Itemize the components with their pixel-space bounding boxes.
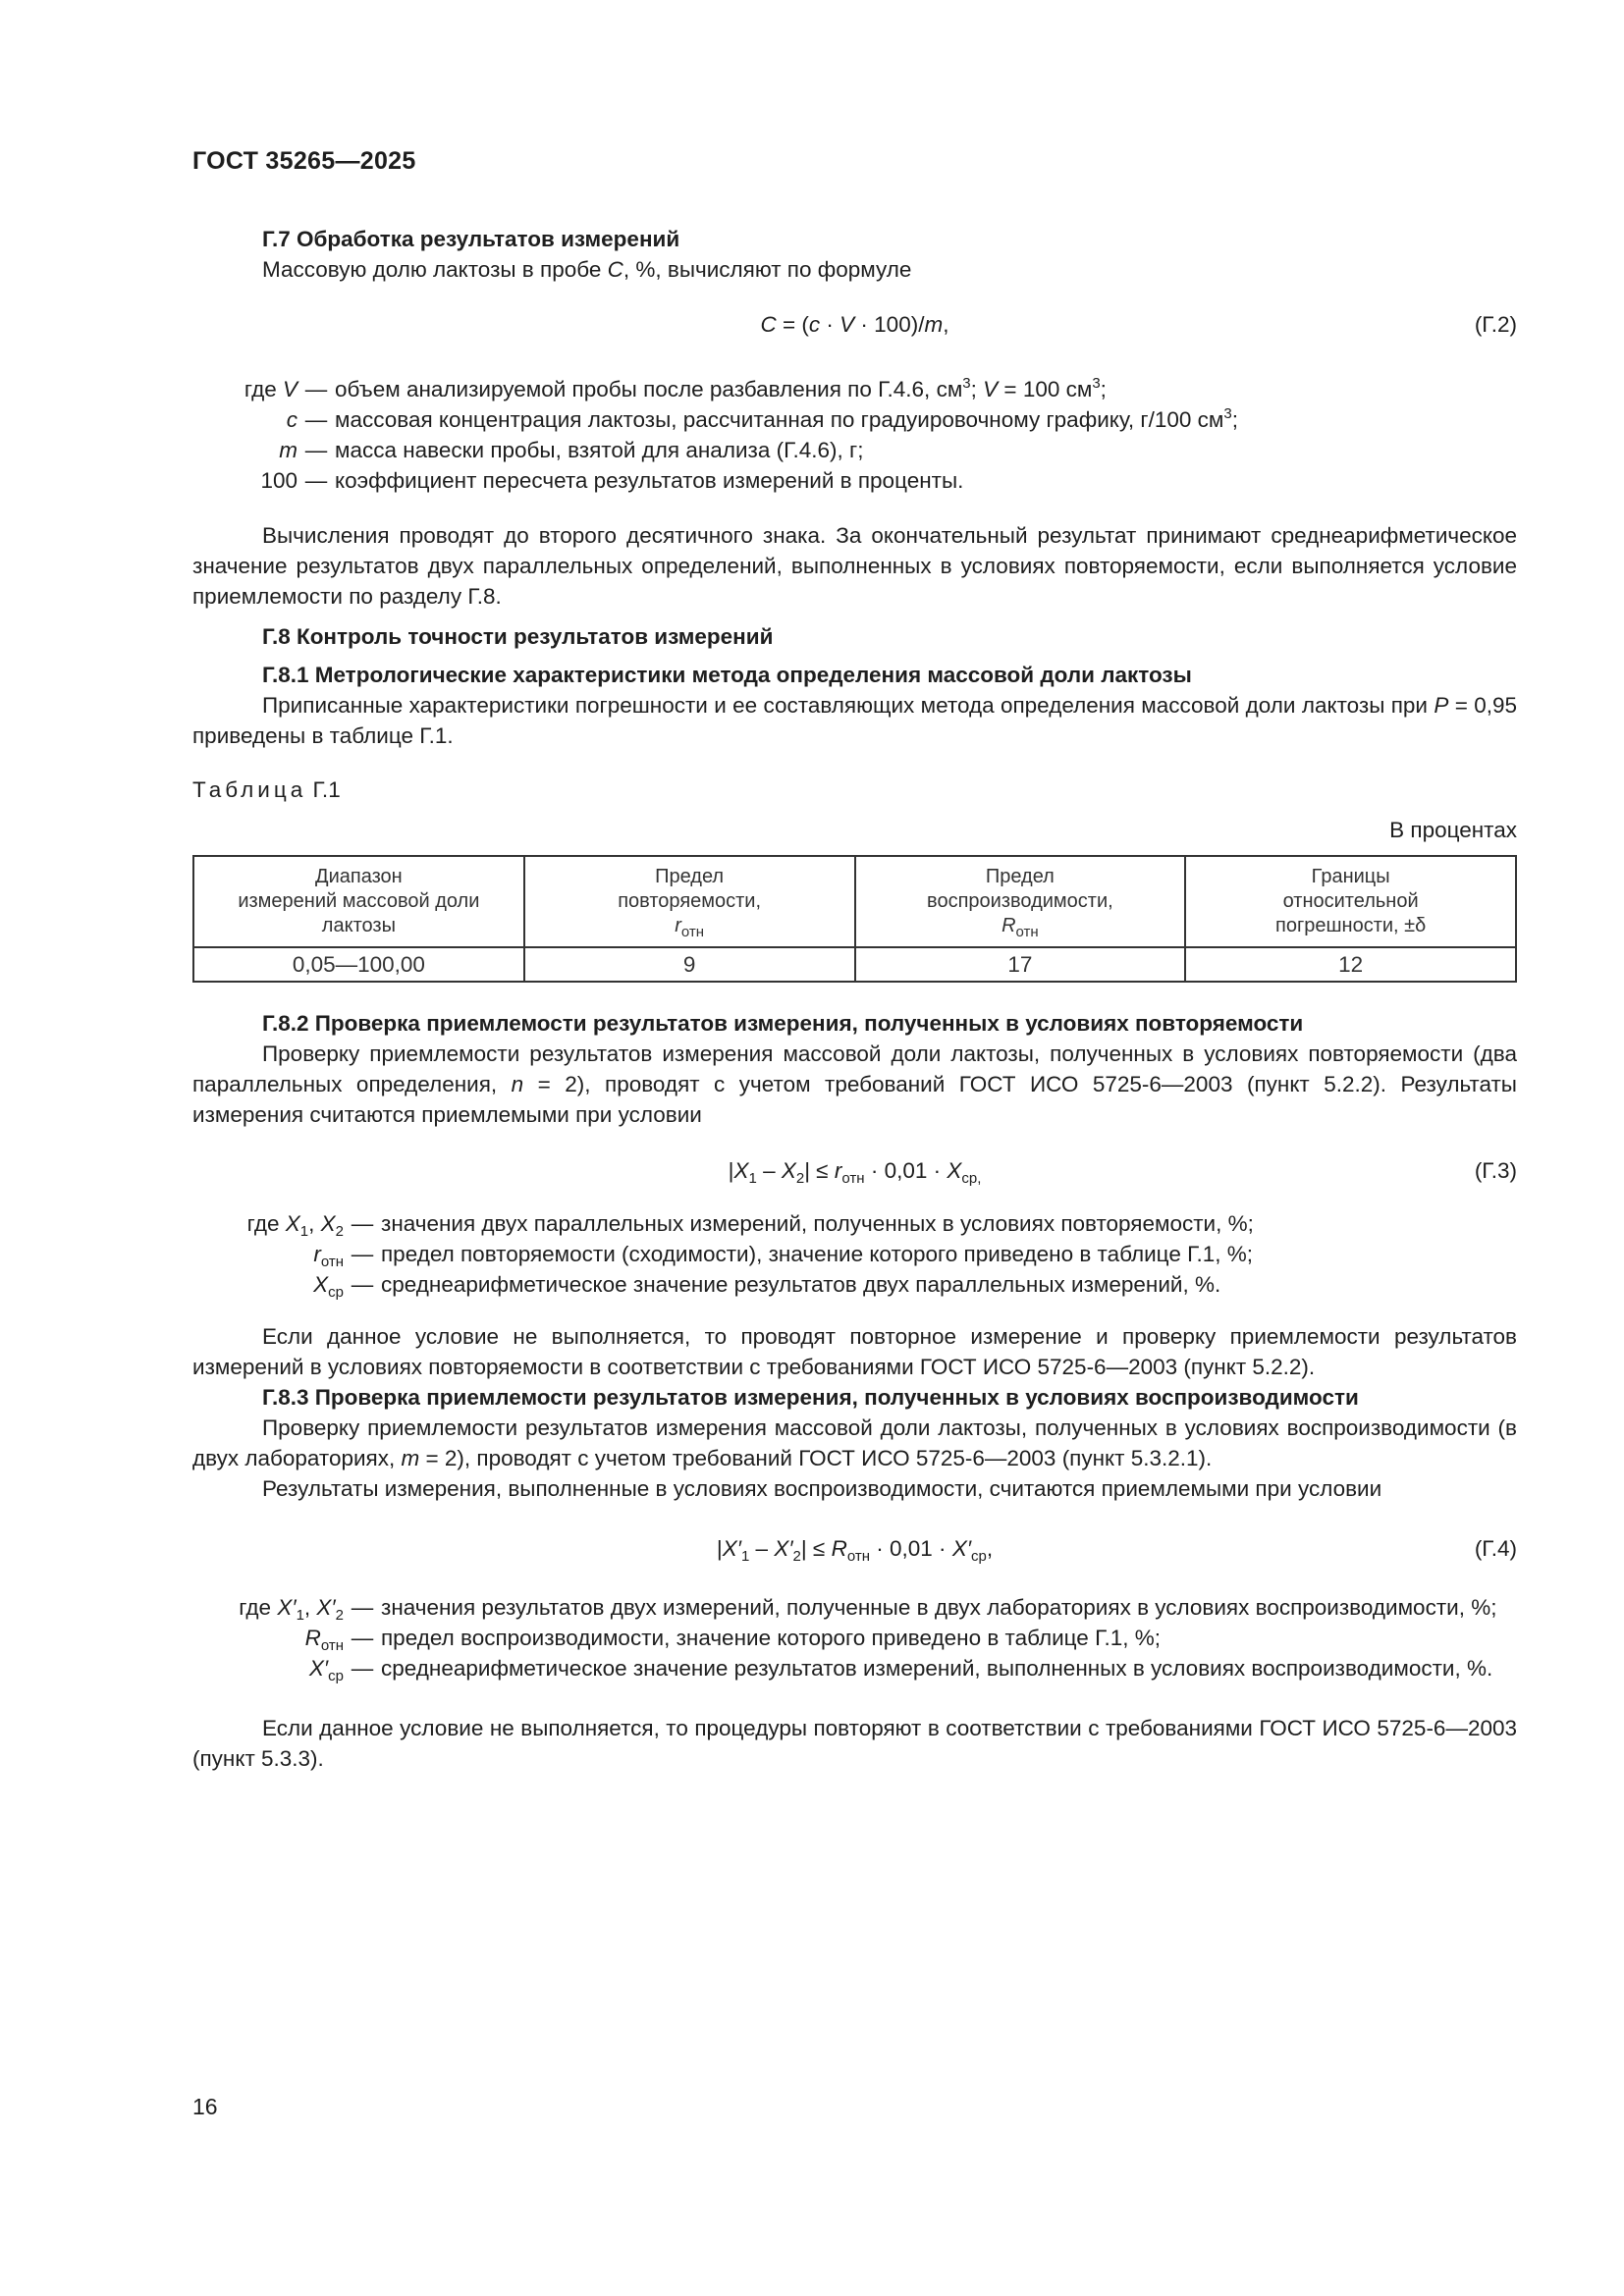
- formula-g3-number: (Г.3): [1474, 1158, 1517, 1183]
- definition-item: $X_{ср}$ — среднеарифметическое значение результатов двух параллельных измерений, %.: [313, 1272, 1221, 1301]
- g7-intro: Массовую долю лактозы в пробе С, %, вычисляют по формуле: [262, 257, 912, 282]
- g81-paragraph: Приписанные характеристики погрешности и ее составляющих метода определения массовой доли лактозы при Р = 0,95 приведены в таблице Г.1.: [192, 693, 1517, 748]
- table-header-cell: Предел повторяемости, $r_{отн}$: [524, 856, 855, 947]
- table-header-cell: Диапазон измерений массовой доли лактозы: [193, 856, 524, 947]
- definition-item: $r_{отн}$ — предел повторяемости (сходимости), значение которого приведено в таблице Г.1, %;: [313, 1242, 1254, 1270]
- section-g82-heading: Г.8.2 Проверка приемлемости результатов измерения, полученных в условиях повторяемости: [262, 1011, 1304, 1036]
- g82-paragraph: Проверку приемлемости результатов измерения массовой доли лактозы, полученных в условиях повторяемости (два параллельных определения, n = 2), проводят с учетом требований ГОСТ ИСО 5725-6—2003 (пункт 5.2.2). Результаты измерения считаются приемлемыми при условии: [192, 1041, 1517, 1127]
- g82-fail-paragraph: Если данное условие не выполняется, то проводят повторное измерение и проверку приемлемости результатов измерений в условиях повторяемости в соответствии с требованиями ГОСТ ИСО 5725-6—2003 (пункт 5.2.2).: [192, 1324, 1517, 1379]
- table-cell: 12: [1185, 947, 1516, 982]
- table-g1: [192, 855, 1517, 983]
- section-g7-heading: Г.7 Обработка результатов измерений: [262, 227, 680, 251]
- formula-g2: [192, 309, 1517, 343]
- table-cell: 0,05—100,00: [193, 947, 524, 982]
- g83-paragraph-2: Результаты измерения, выполненные в условиях воспроизводимости, считаются приемлемыми при условии: [262, 1476, 1382, 1501]
- formula-g3-expression: $|X_1 - X_2| \le r_{отн} \cdot 0,01 \cdot X_{ср,}$: [728, 1158, 982, 1187]
- table-row: [193, 947, 1516, 982]
- definition-item: где V — объем анализируемой пробы после разбавления по Г.4.6, $см^3$; V = 100 $см^3$;: [244, 375, 1107, 401]
- g7-definitions: [192, 374, 1517, 496]
- table-cell: 17: [855, 947, 1186, 982]
- g83-definitions: [192, 1592, 1517, 1683]
- g82-definitions: [192, 1208, 1517, 1300]
- section-g83-heading: Г.8.3 Проверка приемлемости результатов измерения, полученных в условиях воспроизводимости: [262, 1385, 1359, 1410]
- page-number: 16: [192, 2094, 218, 2119]
- section-g7: [192, 224, 1517, 1774]
- formula-g3: [192, 1155, 1517, 1189]
- formula-g2-expression: C = (c · V · 100)/m,: [760, 312, 949, 337]
- table-units: В процентах: [1389, 818, 1517, 842]
- definition-item: где $X'_1$, $X'_2$ — значения результатов двух измерений, полученные в двух лабораториях в условиях воспроизводимости, %;: [239, 1595, 1497, 1624]
- table-header-row: [193, 856, 1516, 947]
- table-header-cell: Границы относительной погрешности, ±δ: [1185, 856, 1516, 947]
- document-header: ГОСТ 35265—2025: [192, 147, 416, 175]
- definition-item: $X'_{ср}$ — среднеарифметическое значение результатов измерений, выполненных в условиях воспроизводимости, %.: [308, 1656, 1493, 1684]
- formula-g4-expression: $|X'_1 - X'_2| \le R_{отн} \cdot 0,01 \cdot X'_{ср}$,: [716, 1536, 994, 1565]
- g7-calc-paragraph: Вычисления проводят до второго десятичного знака. За окончательный результат принимают среднеарифметическое значение результатов двух параллельных определений, выполненных в условиях повторяемости, если выполняется условие приемлемости по разделу Г.8.: [192, 523, 1517, 609]
- formula-g4-number: (Г.4): [1474, 1536, 1517, 1561]
- definition-item: где $X_1$, $X_2$ — значения двух параллельных измерений, полученных в условиях повторяемости, %;: [246, 1211, 1254, 1240]
- section-g8-heading: Г.8 Контроль точности результатов измерений: [262, 624, 774, 649]
- definition-item: c — массовая концентрация лактозы, рассчитанная по градуировочному графику, г/100 $см^3$;: [286, 405, 1238, 432]
- definition-item: $R_{отн}$ — предел воспроизводимости, значение которого приведено в таблице Г.1, %;: [304, 1626, 1162, 1654]
- table-cell: 9: [524, 947, 855, 982]
- section-g81-heading: Г.8.1 Метрологические характеристики метода определения массовой доли лактозы: [262, 663, 1192, 687]
- g83-paragraph-1: Проверку приемлемости результатов измерения массовой доли лактозы, полученных в условиях воспроизводимости (в двух лабораториях, m = 2), проводят с учетом требований ГОСТ ИСО 5725-6—2003 (пункт 5.3.2.1).: [192, 1415, 1517, 1470]
- formula-g2-number: (Г.2): [1474, 312, 1517, 337]
- table-header-cell: Предел воспроизводимости, $R_{отн}$: [855, 856, 1186, 947]
- formula-g4: [192, 1533, 1517, 1567]
- table-caption: Таблица Г.1: [192, 777, 341, 802]
- definition-item: m — масса навески пробы, взятой для анализа (Г.4.6), г;: [279, 438, 864, 462]
- g83-fail-paragraph: Если данное условие не выполняется, то процедуры повторяют в соответствии с требованиями ГОСТ ИСО 5725-6—2003 (пункт 5.3.3).: [192, 1716, 1517, 1771]
- definition-item: 100 — коэффициент пересчета результатов измерений в проценты.: [260, 468, 964, 493]
